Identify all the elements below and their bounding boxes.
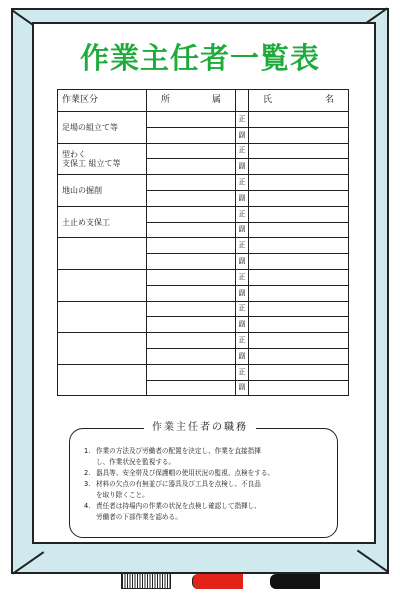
duty-item: 2. 器具等、安全帯及び保護帽の使用状況の監視、点検をする。: [84, 469, 275, 477]
affiliation-cell[interactable]: [147, 190, 236, 206]
deputy-role-label: 副: [236, 127, 249, 143]
primary-role-label: 正: [236, 333, 249, 349]
deputy-role-label: 副: [236, 380, 249, 396]
name-cell[interactable]: [249, 269, 349, 285]
name-cell[interactable]: [249, 348, 349, 364]
roster-header-row: [58, 90, 349, 112]
name-cell[interactable]: [249, 206, 349, 222]
name-cell[interactable]: [249, 301, 349, 317]
category-cell: 足場の組立て等: [58, 112, 147, 144]
category-cell: [58, 269, 147, 301]
duty-item: 4. 責任者は持場内の作業の状況を点検し確認して指揮し、 労働者の下部作業を認める。: [84, 502, 261, 521]
roster-row: [58, 333, 349, 349]
affiliation-cell[interactable]: [147, 143, 236, 159]
duty-item: 1. 作業の方法及び労働者の配置を決定し、作業を直接指揮 し、作業状況を監視する。: [84, 447, 261, 466]
primary-role-label: 正: [236, 175, 249, 191]
affiliation-cell[interactable]: [147, 269, 236, 285]
roster-body: [58, 112, 349, 396]
affiliation-cell[interactable]: [147, 175, 236, 191]
primary-role-label: 正: [236, 238, 249, 254]
roster-row: [58, 238, 349, 254]
header-role: [236, 90, 249, 112]
deputy-role-label: 副: [236, 254, 249, 270]
primary-role-label: 正: [236, 112, 249, 128]
roster-row: [58, 143, 349, 159]
category-cell: [58, 364, 147, 396]
primary-role-label: 正: [236, 143, 249, 159]
duties-title: 作業主任者の職務: [0, 418, 400, 433]
primary-role-label: 正: [236, 364, 249, 380]
affiliation-cell[interactable]: [147, 364, 236, 380]
name-cell[interactable]: [249, 143, 349, 159]
roster-row: [58, 364, 349, 380]
primary-role-label: 正: [236, 301, 249, 317]
affiliation-cell[interactable]: [147, 380, 236, 396]
deputy-role-label: 副: [236, 317, 249, 333]
name-cell[interactable]: [249, 127, 349, 143]
name-cell[interactable]: [249, 380, 349, 396]
deputy-role-label: 副: [236, 222, 249, 238]
roster-row: [58, 112, 349, 128]
name-cell[interactable]: [249, 254, 349, 270]
primary-role-label: 正: [236, 206, 249, 222]
affiliation-cell[interactable]: [147, 333, 236, 349]
header-category: 作業区分: [58, 90, 147, 112]
primary-role-label: 正: [236, 269, 249, 285]
affiliation-cell[interactable]: [147, 238, 236, 254]
name-cell[interactable]: [249, 112, 349, 128]
name-cell[interactable]: [249, 285, 349, 301]
deputy-role-label: 副: [236, 348, 249, 364]
category-cell: 型わく 支保工 組立て等: [58, 143, 147, 175]
header-name: 氏 名: [249, 90, 349, 112]
deputy-role-label: 副: [236, 285, 249, 301]
duty-item: 3. 材料の欠点の有無並びに器具及び工具を点検し、不良品 を取り除くこと。: [84, 480, 261, 499]
roster-row: [58, 269, 349, 285]
affiliation-cell[interactable]: [147, 159, 236, 175]
speaker-grille-icon: [121, 573, 171, 589]
board-title: 作業主任者一覧表: [79, 41, 320, 75]
affiliation-cell[interactable]: [147, 127, 236, 143]
affiliation-cell[interactable]: [147, 348, 236, 364]
category-cell: [58, 238, 147, 270]
header-affiliation: 所 属: [147, 90, 236, 112]
roster-row: [58, 206, 349, 222]
name-cell[interactable]: [249, 333, 349, 349]
name-cell[interactable]: [249, 317, 349, 333]
roster-row: [58, 301, 349, 317]
name-cell[interactable]: [249, 190, 349, 206]
affiliation-cell[interactable]: [147, 254, 236, 270]
affiliation-cell[interactable]: [147, 112, 236, 128]
name-cell[interactable]: [249, 222, 349, 238]
black-marker-icon[interactable]: [270, 574, 320, 589]
category-cell: 土止め支保工: [58, 206, 147, 238]
roster-table: [57, 89, 349, 396]
affiliation-cell[interactable]: [147, 206, 236, 222]
name-cell[interactable]: [249, 364, 349, 380]
category-cell: 地山の掘削: [58, 175, 147, 207]
category-cell: [58, 301, 147, 333]
name-cell[interactable]: [249, 175, 349, 191]
deputy-role-label: 副: [236, 190, 249, 206]
name-cell[interactable]: [249, 159, 349, 175]
deputy-role-label: 副: [236, 159, 249, 175]
category-cell: [58, 333, 147, 365]
affiliation-cell[interactable]: [147, 317, 236, 333]
affiliation-cell[interactable]: [147, 285, 236, 301]
name-cell[interactable]: [249, 238, 349, 254]
affiliation-cell[interactable]: [147, 222, 236, 238]
roster-row: [58, 175, 349, 191]
affiliation-cell[interactable]: [147, 301, 236, 317]
red-marker-icon[interactable]: [192, 574, 243, 589]
